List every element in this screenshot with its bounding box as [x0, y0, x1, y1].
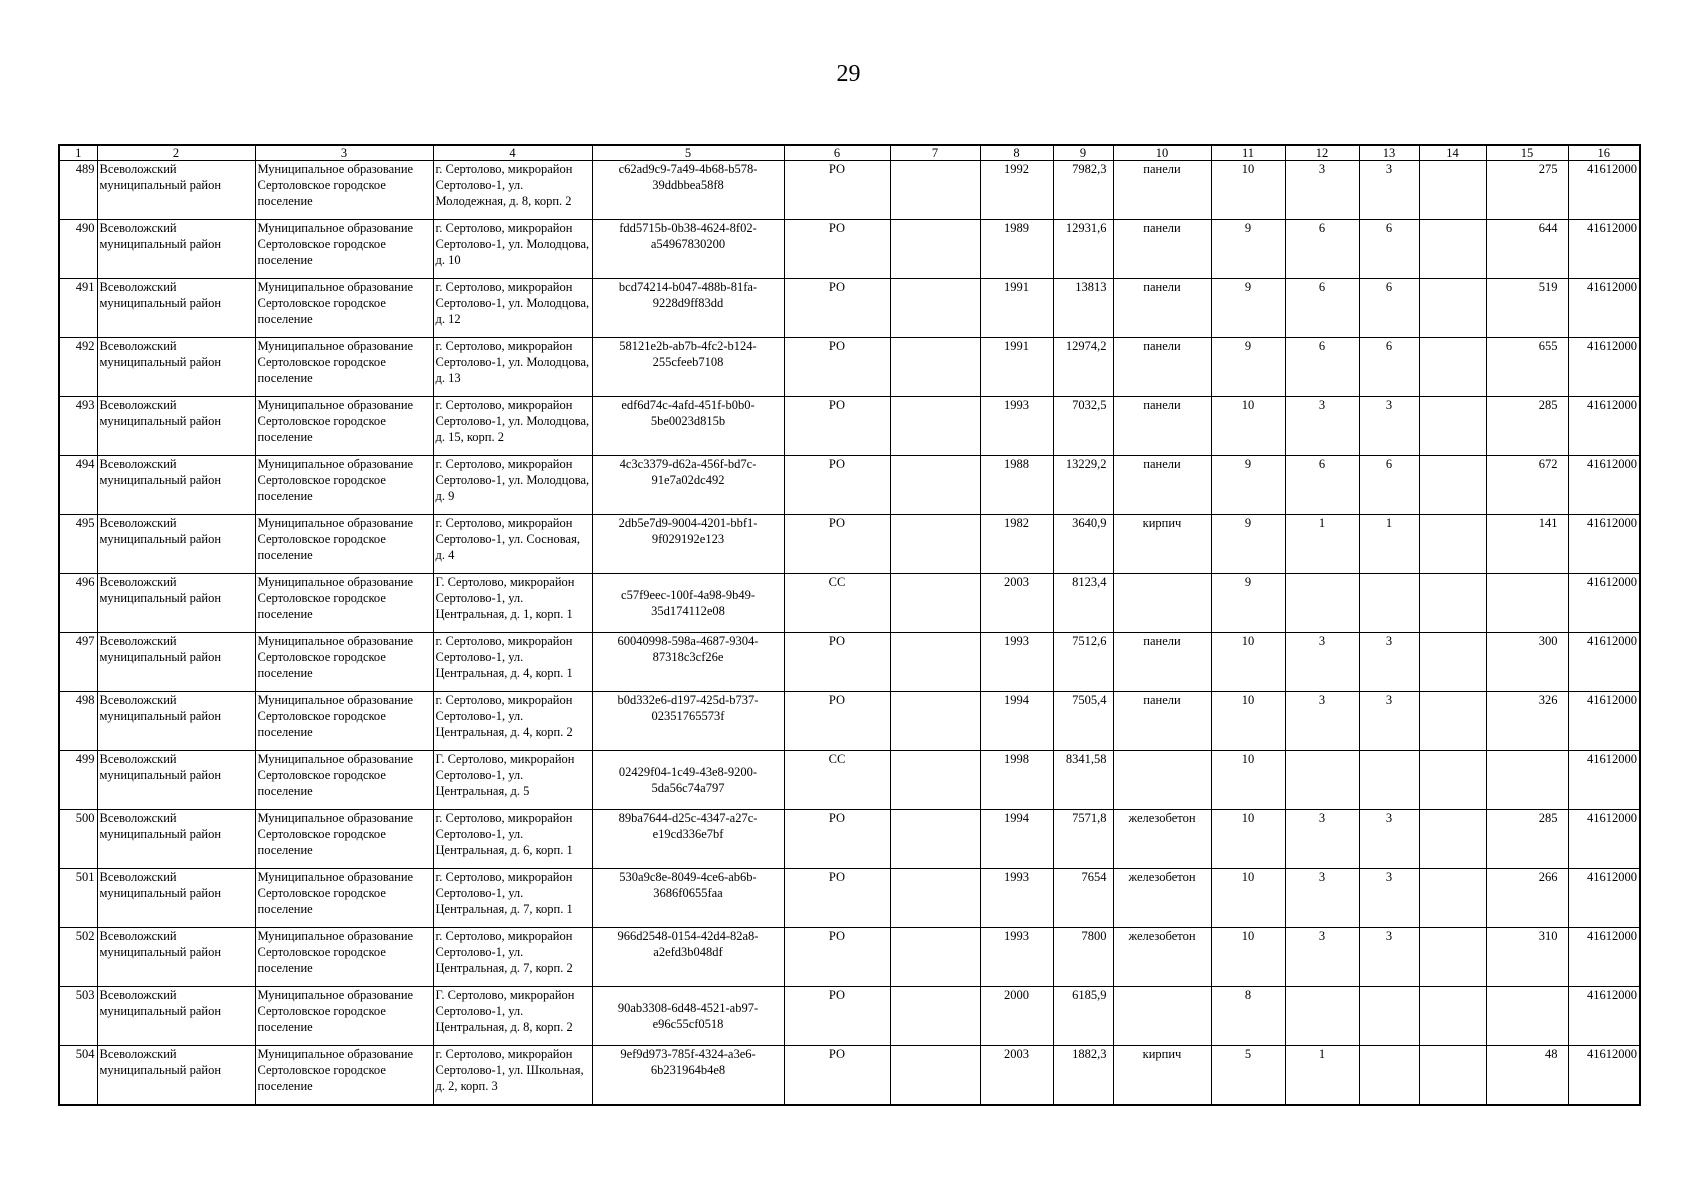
year-built-cell: 1991 — [980, 279, 1053, 338]
table-row — [59, 987, 1640, 1046]
table-row — [59, 161, 1640, 220]
floors-cell: 10 — [1211, 928, 1285, 987]
table-row — [59, 869, 1640, 928]
total-area-cell: 12931,6 — [1053, 220, 1113, 279]
oktmo-cell: 41612000 — [1568, 987, 1640, 1046]
oktmo-cell: 41612000 — [1568, 161, 1640, 220]
district-cell: Всеволожский муниципальный район — [97, 692, 255, 751]
address-cell: г. Сертолово, микрорайон Сертолово-1, ул. Молодежная, д. 8, корп. 2 — [433, 161, 592, 220]
address-cell: г. Сертолово, микрорайон Сертолово-1, ул. Молодцова, д. 12 — [433, 279, 592, 338]
wall-material-cell: панели — [1113, 338, 1211, 397]
column-13-cell: 3 — [1359, 928, 1419, 987]
floors-cell: 10 — [1211, 869, 1285, 928]
column-12-cell — [1285, 987, 1359, 1046]
column-number-13: 13 — [1359, 145, 1419, 161]
municipality-cell: Муниципальное образование Сертоловское городское поселение — [255, 869, 433, 928]
municipality-cell: Муниципальное образование Сертоловское городское поселение — [255, 987, 433, 1046]
oktmo-cell: 41612000 — [1568, 515, 1640, 574]
address-cell: г. Сертолово, микрорайон Сертолово-1, ул. Центральная, д. 7, корп. 1 — [433, 869, 592, 928]
year-built-cell: 1993 — [980, 397, 1053, 456]
column-15-cell: 48 — [1486, 1046, 1568, 1106]
oktmo-cell: 41612000 — [1568, 456, 1640, 515]
district-cell: Всеволожский муниципальный район — [97, 574, 255, 633]
row-number-cell: 500 — [59, 810, 97, 869]
wall-material-cell — [1113, 751, 1211, 810]
year-built-cell: 1988 — [980, 456, 1053, 515]
column-13-cell — [1359, 987, 1419, 1046]
column-15-cell — [1486, 574, 1568, 633]
district-cell: Всеволожский муниципальный район — [97, 279, 255, 338]
column-number-11: 11 — [1211, 145, 1285, 161]
row-number-cell: 499 — [59, 751, 97, 810]
floors-cell: 5 — [1211, 1046, 1285, 1106]
total-area-cell: 7032,5 — [1053, 397, 1113, 456]
column-14-cell — [1419, 515, 1486, 574]
column-7-cell — [890, 397, 980, 456]
column-15-cell — [1486, 987, 1568, 1046]
column-15-cell: 644 — [1486, 220, 1568, 279]
column-7-cell — [890, 515, 980, 574]
total-area-cell: 12974,2 — [1053, 338, 1113, 397]
district-cell: Всеволожский муниципальный район — [97, 515, 255, 574]
column-15-cell: 310 — [1486, 928, 1568, 987]
municipality-cell: Муниципальное образование Сертоловское городское поселение — [255, 338, 433, 397]
column-7-cell — [890, 161, 980, 220]
year-built-cell: 1993 — [980, 928, 1053, 987]
house-guid-cell: 2db5e7d9-9004-4201-bbf1-9f029192e123 — [592, 515, 784, 574]
municipality-cell: Муниципальное образование Сертоловское городское поселение — [255, 456, 433, 515]
municipality-cell: Муниципальное образование Сертоловское городское поселение — [255, 220, 433, 279]
district-cell: Всеволожский муниципальный район — [97, 987, 255, 1046]
row-number-cell: 504 — [59, 1046, 97, 1106]
column-13-cell: 3 — [1359, 397, 1419, 456]
ownership-cell: РО — [784, 633, 890, 692]
house-guid-cell: 02429f04-1c49-43e8-9200-5da56c74a797 — [592, 751, 784, 810]
floors-cell: 10 — [1211, 633, 1285, 692]
house-guid-cell: 90ab3308-6d48-4521-ab97-e96c55cf0518 — [592, 987, 784, 1046]
ownership-cell: РО — [784, 220, 890, 279]
municipality-cell: Муниципальное образование Сертоловское городское поселение — [255, 279, 433, 338]
column-14-cell — [1419, 161, 1486, 220]
column-13-cell: 3 — [1359, 869, 1419, 928]
house-guid-cell: 530a9c8e-8049-4ce6-ab6b-3686f0655faa — [592, 869, 784, 928]
year-built-cell: 2003 — [980, 574, 1053, 633]
column-13-cell: 6 — [1359, 338, 1419, 397]
district-cell: Всеволожский муниципальный район — [97, 161, 255, 220]
column-15-cell: 266 — [1486, 869, 1568, 928]
wall-material-cell: панели — [1113, 161, 1211, 220]
column-12-cell: 3 — [1285, 161, 1359, 220]
table-row — [59, 928, 1640, 987]
oktmo-cell: 41612000 — [1568, 397, 1640, 456]
column-13-cell: 6 — [1359, 220, 1419, 279]
wall-material-cell: панели — [1113, 220, 1211, 279]
row-number-cell: 502 — [59, 928, 97, 987]
column-number-12: 12 — [1285, 145, 1359, 161]
column-number-10: 10 — [1113, 145, 1211, 161]
floors-cell: 9 — [1211, 220, 1285, 279]
district-cell: Всеволожский муниципальный район — [97, 397, 255, 456]
house-guid-cell: 966d2548-0154-42d4-82a8-a2efd3b048df — [592, 928, 784, 987]
house-guid-cell: 4c3c3379-d62a-456f-bd7c-91e7a02dc492 — [592, 456, 784, 515]
ownership-cell: РО — [784, 456, 890, 515]
municipality-cell: Муниципальное образование Сертоловское городское поселение — [255, 515, 433, 574]
floors-cell: 10 — [1211, 692, 1285, 751]
column-number-1: 1 — [59, 145, 97, 161]
column-12-cell — [1285, 574, 1359, 633]
year-built-cell: 1982 — [980, 515, 1053, 574]
municipality-cell: Муниципальное образование Сертоловское городское поселение — [255, 633, 433, 692]
column-12-cell: 6 — [1285, 279, 1359, 338]
floors-cell: 10 — [1211, 751, 1285, 810]
house-guid-cell: fdd5715b-0b38-4624-8f02-a54967830200 — [592, 220, 784, 279]
floors-cell: 10 — [1211, 161, 1285, 220]
ownership-cell: РО — [784, 810, 890, 869]
column-number-row — [59, 145, 1640, 161]
ownership-cell: РО — [784, 1046, 890, 1106]
column-13-cell — [1359, 1046, 1419, 1106]
address-cell: г. Сертолово, микрорайон Сертолово-1, ул. Центральная, д. 4, корп. 1 — [433, 633, 592, 692]
total-area-cell: 7654 — [1053, 869, 1113, 928]
column-15-cell — [1486, 751, 1568, 810]
address-cell: г. Сертолово, микрорайон Сертолово-1, ул. Центральная, д. 6, корп. 1 — [433, 810, 592, 869]
column-14-cell — [1419, 987, 1486, 1046]
column-number-2: 2 — [97, 145, 255, 161]
total-area-cell: 7505,4 — [1053, 692, 1113, 751]
column-13-cell: 6 — [1359, 456, 1419, 515]
column-7-cell — [890, 220, 980, 279]
floors-cell: 8 — [1211, 987, 1285, 1046]
year-built-cell: 1998 — [980, 751, 1053, 810]
wall-material-cell: панели — [1113, 692, 1211, 751]
column-12-cell: 3 — [1285, 633, 1359, 692]
table-row — [59, 574, 1640, 633]
municipality-cell: Муниципальное образование Сертоловское городское поселение — [255, 397, 433, 456]
ownership-cell: РО — [784, 338, 890, 397]
column-number-6: 6 — [784, 145, 890, 161]
municipality-cell: Муниципальное образование Сертоловское городское поселение — [255, 751, 433, 810]
column-12-cell: 1 — [1285, 515, 1359, 574]
column-7-cell — [890, 279, 980, 338]
table-row — [59, 515, 1640, 574]
column-14-cell — [1419, 692, 1486, 751]
column-7-cell — [890, 574, 980, 633]
wall-material-cell: кирпич — [1113, 515, 1211, 574]
table-body — [59, 161, 1640, 1106]
column-14-cell — [1419, 279, 1486, 338]
table-row — [59, 220, 1640, 279]
address-cell: г. Сертолово, микрорайон Сертолово-1, ул. Центральная, д. 4, корп. 2 — [433, 692, 592, 751]
column-7-cell — [890, 810, 980, 869]
row-number-cell: 490 — [59, 220, 97, 279]
municipality-cell: Муниципальное образование Сертоловское городское поселение — [255, 692, 433, 751]
row-number-cell: 503 — [59, 987, 97, 1046]
floors-cell: 9 — [1211, 574, 1285, 633]
oktmo-cell: 41612000 — [1568, 1046, 1640, 1106]
ownership-cell: РО — [784, 987, 890, 1046]
house-guid-cell: 58121e2b-ab7b-4fc2-b124-255cfeeb7108 — [592, 338, 784, 397]
district-cell: Всеволожский муниципальный район — [97, 456, 255, 515]
address-cell: г. Сертолово, микрорайон Сертолово-1, ул. Молодцова, д. 13 — [433, 338, 592, 397]
column-15-cell: 326 — [1486, 692, 1568, 751]
total-area-cell: 13229,2 — [1053, 456, 1113, 515]
oktmo-cell: 41612000 — [1568, 574, 1640, 633]
column-14-cell — [1419, 869, 1486, 928]
total-area-cell: 8341,58 — [1053, 751, 1113, 810]
address-cell: г. Сертолово, микрорайон Сертолово-1, ул. Сосновая, д. 4 — [433, 515, 592, 574]
column-14-cell — [1419, 1046, 1486, 1106]
house-guid-cell: 60040998-598a-4687-9304-87318c3cf26e — [592, 633, 784, 692]
address-cell: г. Сертолово, микрорайон Сертолово-1, ул. Молодцова, д. 9 — [433, 456, 592, 515]
column-13-cell — [1359, 574, 1419, 633]
municipality-cell: Муниципальное образование Сертоловское городское поселение — [255, 574, 433, 633]
column-number-9: 9 — [1053, 145, 1113, 161]
ownership-cell: РО — [784, 515, 890, 574]
page-number: 29 — [836, 61, 861, 87]
year-built-cell: 1989 — [980, 220, 1053, 279]
municipality-cell: Муниципальное образование Сертоловское городское поселение — [255, 1046, 433, 1106]
row-number-cell: 498 — [59, 692, 97, 751]
total-area-cell: 8123,4 — [1053, 574, 1113, 633]
column-15-cell: 655 — [1486, 338, 1568, 397]
column-15-cell: 141 — [1486, 515, 1568, 574]
year-built-cell: 1993 — [980, 869, 1053, 928]
year-built-cell: 1994 — [980, 810, 1053, 869]
row-number-cell: 489 — [59, 161, 97, 220]
column-7-cell — [890, 987, 980, 1046]
floors-cell: 9 — [1211, 279, 1285, 338]
total-area-cell: 7800 — [1053, 928, 1113, 987]
oktmo-cell: 41612000 — [1568, 928, 1640, 987]
district-cell: Всеволожский муниципальный район — [97, 869, 255, 928]
oktmo-cell: 41612000 — [1568, 692, 1640, 751]
year-built-cell: 1994 — [980, 692, 1053, 751]
column-12-cell: 3 — [1285, 928, 1359, 987]
address-cell: г. Сертолово, микрорайон Сертолово-1, ул. Молодцова, д. 15, корп. 2 — [433, 397, 592, 456]
column-7-cell — [890, 869, 980, 928]
column-12-cell: 6 — [1285, 456, 1359, 515]
column-13-cell: 3 — [1359, 692, 1419, 751]
total-area-cell: 7512,6 — [1053, 633, 1113, 692]
district-cell: Всеволожский муниципальный район — [97, 1046, 255, 1106]
municipality-cell: Муниципальное образование Сертоловское городское поселение — [255, 161, 433, 220]
address-cell: г. Сертолово, микрорайон Сертолово-1, ул. Школьная, д. 2, корп. 3 — [433, 1046, 592, 1106]
column-number-5: 5 — [592, 145, 784, 161]
column-12-cell — [1285, 751, 1359, 810]
house-guid-cell: c57f9eec-100f-4a98-9b49-35d174112e08 — [592, 574, 784, 633]
address-cell: Г. Сертолово, микрорайон Сертолово-1, ул. Центральная, д. 8, корп. 2 — [433, 987, 592, 1046]
wall-material-cell: панели — [1113, 279, 1211, 338]
total-area-cell: 7982,3 — [1053, 161, 1113, 220]
column-14-cell — [1419, 220, 1486, 279]
column-13-cell: 1 — [1359, 515, 1419, 574]
table-row — [59, 633, 1640, 692]
table-row — [59, 810, 1640, 869]
ownership-cell: СС — [784, 574, 890, 633]
oktmo-cell: 41612000 — [1568, 751, 1640, 810]
house-guid-cell: edf6d74c-4afd-451f-b0b0-5be0023d815b — [592, 397, 784, 456]
total-area-cell: 13813 — [1053, 279, 1113, 338]
ownership-cell: РО — [784, 279, 890, 338]
column-number-4: 4 — [433, 145, 592, 161]
column-13-cell: 6 — [1359, 279, 1419, 338]
wall-material-cell: панели — [1113, 397, 1211, 456]
oktmo-cell: 41612000 — [1568, 338, 1640, 397]
wall-material-cell: железобетон — [1113, 810, 1211, 869]
wall-material-cell — [1113, 574, 1211, 633]
ownership-cell: РО — [784, 928, 890, 987]
column-7-cell — [890, 692, 980, 751]
table-row — [59, 338, 1640, 397]
column-number-3: 3 — [255, 145, 433, 161]
column-12-cell: 3 — [1285, 810, 1359, 869]
column-13-cell — [1359, 751, 1419, 810]
column-15-cell: 519 — [1486, 279, 1568, 338]
address-cell: г. Сертолово, микрорайон Сертолово-1, ул. Молодцова, д. 10 — [433, 220, 592, 279]
wall-material-cell: кирпич — [1113, 1046, 1211, 1106]
column-number-15: 15 — [1486, 145, 1568, 161]
column-15-cell: 285 — [1486, 397, 1568, 456]
column-15-cell: 672 — [1486, 456, 1568, 515]
row-number-cell: 495 — [59, 515, 97, 574]
column-14-cell — [1419, 928, 1486, 987]
total-area-cell: 1882,3 — [1053, 1046, 1113, 1106]
floors-cell: 10 — [1211, 397, 1285, 456]
column-number-16: 16 — [1568, 145, 1640, 161]
ownership-cell: СС — [784, 751, 890, 810]
column-15-cell: 285 — [1486, 810, 1568, 869]
column-12-cell: 3 — [1285, 397, 1359, 456]
row-number-cell: 492 — [59, 338, 97, 397]
address-cell: Г. Сертолово, микрорайон Сертолово-1, ул. Центральная, д. 5 — [433, 751, 592, 810]
municipality-cell: Муниципальное образование Сертоловское городское поселение — [255, 810, 433, 869]
housing-registry-table — [58, 144, 1641, 1106]
table-row — [59, 751, 1640, 810]
oktmo-cell: 41612000 — [1568, 633, 1640, 692]
row-number-cell: 493 — [59, 397, 97, 456]
column-14-cell — [1419, 633, 1486, 692]
column-7-cell — [890, 456, 980, 515]
oktmo-cell: 41612000 — [1568, 220, 1640, 279]
table-row — [59, 397, 1640, 456]
column-14-cell — [1419, 338, 1486, 397]
column-12-cell: 3 — [1285, 869, 1359, 928]
column-7-cell — [890, 338, 980, 397]
column-7-cell — [890, 928, 980, 987]
row-number-cell: 497 — [59, 633, 97, 692]
row-number-cell: 496 — [59, 574, 97, 633]
house-guid-cell: bcd74214-b047-488b-81fa-9228d9ff83dd — [592, 279, 784, 338]
floors-cell: 9 — [1211, 515, 1285, 574]
district-cell: Всеволожский муниципальный район — [97, 633, 255, 692]
table-row — [59, 456, 1640, 515]
table-row — [59, 692, 1640, 751]
house-guid-cell: 89ba7644-d25c-4347-a27c-e19cd336e7bf — [592, 810, 784, 869]
column-15-cell: 275 — [1486, 161, 1568, 220]
district-cell: Всеволожский муниципальный район — [97, 338, 255, 397]
column-14-cell — [1419, 397, 1486, 456]
house-guid-cell: b0d332e6-d197-425d-b737-02351765573f — [592, 692, 784, 751]
year-built-cell: 2003 — [980, 1046, 1053, 1106]
wall-material-cell — [1113, 987, 1211, 1046]
column-13-cell: 3 — [1359, 633, 1419, 692]
column-7-cell — [890, 751, 980, 810]
wall-material-cell: железобетон — [1113, 869, 1211, 928]
district-cell: Всеволожский муниципальный район — [97, 928, 255, 987]
wall-material-cell: железобетон — [1113, 928, 1211, 987]
house-guid-cell: 9ef9d973-785f-4324-a3e6-6b231964b4e8 — [592, 1046, 784, 1106]
row-number-cell: 494 — [59, 456, 97, 515]
column-number-8: 8 — [980, 145, 1053, 161]
column-number-7: 7 — [890, 145, 980, 161]
column-14-cell — [1419, 810, 1486, 869]
column-13-cell: 3 — [1359, 161, 1419, 220]
year-built-cell: 2000 — [980, 987, 1053, 1046]
address-cell: г. Сертолово, микрорайон Сертолово-1, ул. Центральная, д. 7, корп. 2 — [433, 928, 592, 987]
ownership-cell: РО — [784, 869, 890, 928]
column-14-cell — [1419, 456, 1486, 515]
ownership-cell: РО — [784, 161, 890, 220]
municipality-cell: Муниципальное образование Сертоловское городское поселение — [255, 928, 433, 987]
column-12-cell: 6 — [1285, 220, 1359, 279]
district-cell: Всеволожский муниципальный район — [97, 810, 255, 869]
oktmo-cell: 41612000 — [1568, 810, 1640, 869]
total-area-cell: 3640,9 — [1053, 515, 1113, 574]
column-12-cell: 3 — [1285, 692, 1359, 751]
table-row — [59, 279, 1640, 338]
column-14-cell — [1419, 574, 1486, 633]
column-7-cell — [890, 1046, 980, 1106]
ownership-cell: РО — [784, 692, 890, 751]
column-12-cell: 6 — [1285, 338, 1359, 397]
year-built-cell: 1992 — [980, 161, 1053, 220]
address-cell: Г. Сертолово, микрорайон Сертолово-1, ул. Центральная, д. 1, корп. 1 — [433, 574, 592, 633]
row-number-cell: 491 — [59, 279, 97, 338]
row-number-cell: 501 — [59, 869, 97, 928]
floors-cell: 9 — [1211, 456, 1285, 515]
total-area-cell: 7571,8 — [1053, 810, 1113, 869]
column-number-14: 14 — [1419, 145, 1486, 161]
oktmo-cell: 41612000 — [1568, 279, 1640, 338]
wall-material-cell: панели — [1113, 633, 1211, 692]
column-7-cell — [890, 633, 980, 692]
district-cell: Всеволожский муниципальный район — [97, 220, 255, 279]
total-area-cell: 6185,9 — [1053, 987, 1113, 1046]
wall-material-cell: панели — [1113, 456, 1211, 515]
district-cell: Всеволожский муниципальный район — [97, 751, 255, 810]
year-built-cell: 1991 — [980, 338, 1053, 397]
floors-cell: 9 — [1211, 338, 1285, 397]
table-row — [59, 1046, 1640, 1106]
house-guid-cell: c62ad9c9-7a49-4b68-b578-39ddbbea58f8 — [592, 161, 784, 220]
oktmo-cell: 41612000 — [1568, 869, 1640, 928]
floors-cell: 10 — [1211, 810, 1285, 869]
year-built-cell: 1993 — [980, 633, 1053, 692]
column-12-cell: 1 — [1285, 1046, 1359, 1106]
column-14-cell — [1419, 751, 1486, 810]
ownership-cell: РО — [784, 397, 890, 456]
column-13-cell: 3 — [1359, 810, 1419, 869]
column-15-cell: 300 — [1486, 633, 1568, 692]
